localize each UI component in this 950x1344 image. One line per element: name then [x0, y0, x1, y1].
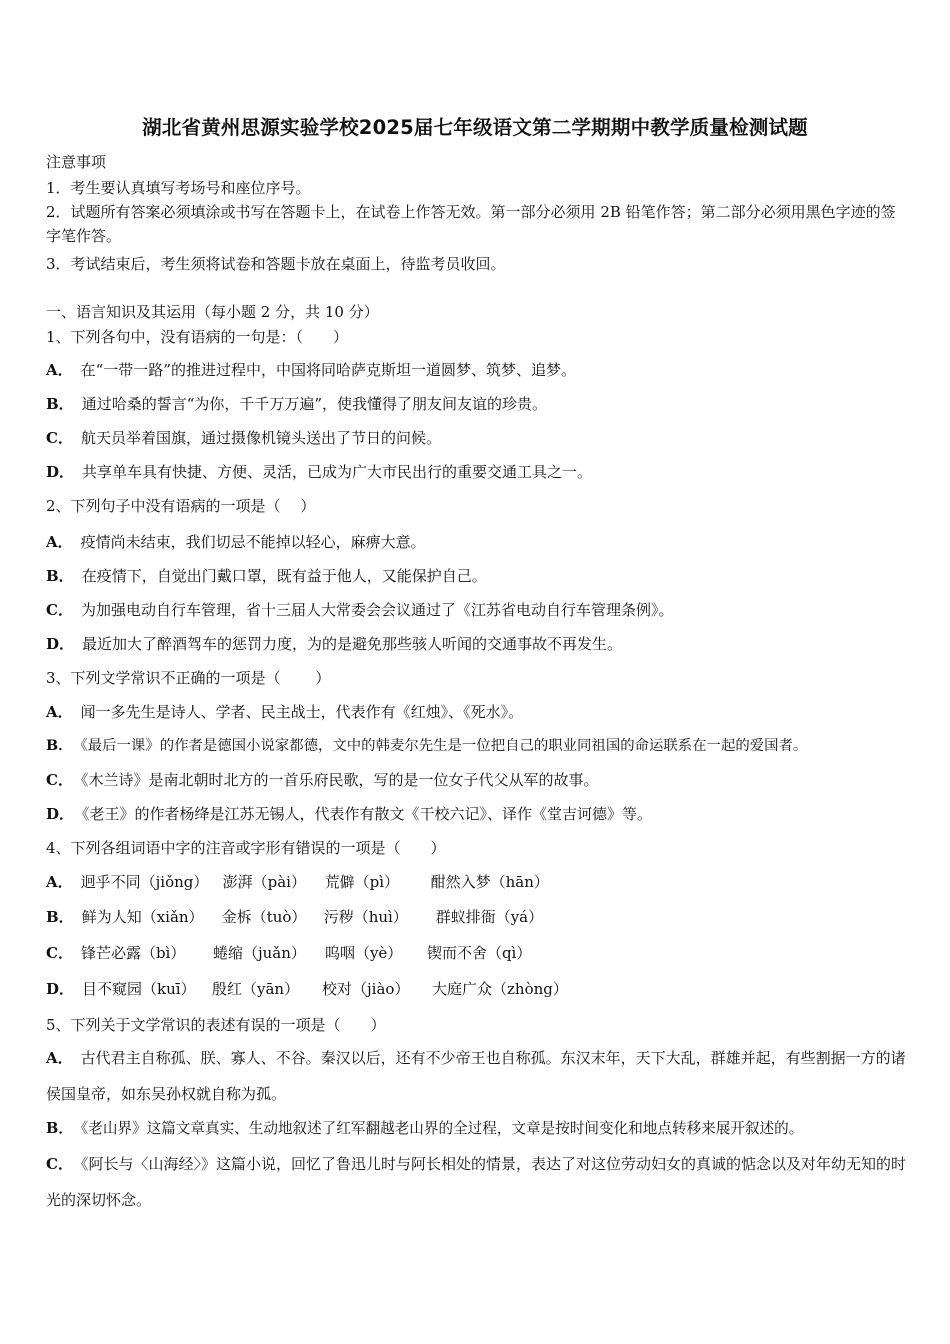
q2-option-b [46, 566, 487, 586]
q3-option-b [46, 736, 807, 756]
word-with-pinyin: 大庭广众（zhòng） [432, 980, 568, 998]
question-5-stem: 5、下列关于文学常识的表述有误的一项是（ ） [46, 1016, 386, 1034]
word-with-pinyin: 目不窥园（kuī） [82, 980, 196, 998]
word-with-pinyin: 呜咽（yè） [324, 944, 403, 962]
exam-title: 湖北省黄州思源实验学校2025届七年级语文第二学期期中教学质量检测试题 [142, 116, 808, 139]
option-text: 《老山界》这篇文章真实、生动地叙述了红军翻越老山界的全过程，文章是按时间变化和地点转移来展开叙述的。 [80, 1120, 804, 1137]
word-with-pinyin: 澎湃（pài） [222, 873, 306, 891]
option-letter: D． [46, 463, 75, 481]
notice-item-1: 1．考生要认真填写考场号和座位序号。 [46, 179, 311, 197]
option-letter: A． [46, 533, 73, 551]
option-letter: D． [46, 805, 75, 823]
q1-option-d [46, 462, 592, 482]
notice-heading: 注意事项 [46, 153, 107, 171]
q5-option-c [46, 1146, 908, 1218]
word-with-pinyin: 鲜为人知（xiǎn） [81, 908, 204, 926]
q2-option-d [46, 634, 622, 654]
q2-option-a [46, 532, 426, 552]
option-letter: C． [46, 601, 73, 619]
option-letter: B． [46, 567, 74, 585]
option-letter: C． [46, 944, 73, 962]
word-with-pinyin: 金柝（tuò） [221, 908, 307, 926]
word-with-pinyin: 污秽（huì） [323, 908, 408, 926]
q5-option-a [46, 1040, 908, 1112]
option-letter: B． [46, 395, 74, 413]
q1-option-c [46, 428, 441, 448]
option-letter: A． [46, 873, 73, 891]
notice-item-3: 3．考试结束后，考生须将试卷和答题卡放在桌面上，待监考员收回。 [46, 255, 506, 273]
word-with-pinyin: 殷红（yān） [212, 980, 300, 998]
q4-option-a [46, 872, 549, 892]
q1-option-a [46, 360, 576, 380]
option-text: 在疫情下，自觉出门戴口罩，既有益于他人，又能保护自己。 [81, 567, 487, 585]
q4-option-b [46, 907, 543, 927]
q1-option-b [46, 394, 547, 414]
option-text: 疫情尚未结束，我们切忌不能掉以轻心，麻痹大意。 [80, 533, 426, 551]
q5-option-b [46, 1119, 803, 1139]
option-letter: B． [46, 1120, 73, 1137]
option-letter: A． [46, 703, 73, 721]
question-4-stem: 4、下列各组词语中字的注音或字形有错误的一项是（ ） [46, 839, 446, 857]
option-text: 通过哈桑的誓言“为你，千千万万遍”，使我懂得了朋友间友谊的珍贵。 [81, 395, 548, 413]
word-with-pinyin: 蜷缩（juǎn） [212, 944, 306, 962]
question-3-stem: 3、下列文学常识不正确的一项是（ ） [46, 669, 331, 687]
q2-option-c [46, 600, 673, 620]
option-letter: D． [46, 980, 75, 998]
word-with-pinyin: 锲而不舍（qì） [426, 944, 532, 962]
option-text: 共享单车具有快捷、方便、灵活，已成为广大市民出行的重要交通工具之一。 [82, 463, 593, 481]
option-text: 《最后一课》的作者是德国小说家都德，文中的韩麦尔先生是一位把自己的职业同祖国的命运联系在一起的爱国者。 [80, 738, 808, 754]
option-letter: C． [46, 1155, 73, 1173]
option-text: 为加强电动自行车管理，省十三届人大常委会会议通过了《江苏省电动自行车管理条例》。 [80, 601, 674, 619]
word-with-pinyin: 迥乎不同（jiǒng） [80, 873, 209, 891]
option-letter: A． [46, 361, 73, 379]
option-text: 古代君主自称孤、朕、寡人、不谷。秦汉以后，还有不少帝王也自称孤。东汉末年，天下大乱，群雄并起，有些割据一方的诸侯国皇帝，如东吴孙权就自称为孤。 [46, 1049, 906, 1103]
option-text: 《阿长与〈山海经〉》这篇小说，回忆了鲁迅儿时与阿长相处的情景，表达了对这位劳动妇女的真诚的惦念以及对年幼无知的时光的深切怀念。 [46, 1155, 906, 1209]
notice-item-2: 2．试题所有答案必须填涂或书写在答题卡上，在试卷上作答无效。第一部分必须用 2B 铅笔作答；第二部分必须用黑色字迹的签字笔作答。 [46, 203, 896, 245]
section-heading: 一、语言知识及其运用（每小题 2 分，共 10 分） [46, 303, 379, 321]
option-letter: B． [46, 908, 74, 926]
q4-option-c [46, 943, 531, 963]
option-letter: B． [46, 737, 73, 754]
word-with-pinyin: 校对（jiào） [322, 980, 410, 998]
option-letter: C． [46, 771, 73, 789]
option-text: 最近加大了醉酒驾车的惩罚力度，为的是避免那些骇人听闻的交通事故不再发生。 [82, 635, 623, 653]
q3-option-d [46, 804, 652, 824]
question-1-stem: 1、下列各句中，没有语病的一句是：（ ） [46, 328, 349, 346]
option-text: 《木兰诗》是南北朝时北方的一首乐府民歌，写的是一位女子代父从军的故事。 [80, 771, 599, 789]
option-text: 航天员举着国旗，通过摄像机镜头送出了节日的问候。 [80, 429, 441, 447]
word-with-pinyin: 荒僻（pì） [324, 873, 400, 891]
word-with-pinyin: 锋芒必露（bì） [80, 944, 186, 962]
option-text: 《老王》的作者杨绛是江苏无锡人，代表作有散文《干校六记》、译作《堂吉诃德》等。 [82, 805, 653, 823]
q3-option-a [46, 702, 523, 722]
option-text: 在“一带一路”的推进过程中，中国将同哈萨克斯坦一道圆梦、筑梦、追梦。 [80, 361, 576, 379]
option-letter: D． [46, 635, 75, 653]
word-with-pinyin: 酣然入梦（hān） [430, 873, 549, 891]
word-with-pinyin: 群蚁排衙（yá） [435, 908, 544, 926]
question-2-stem: 2、下列句子中没有语病的一项是（ ） [46, 497, 316, 515]
option-letter: A． [46, 1049, 73, 1067]
option-text: 闻一多先生是诗人、学者、民主战士，代表作有《红烛》、《死水》。 [80, 703, 524, 721]
q3-option-c [46, 770, 598, 790]
option-letter: C． [46, 429, 73, 447]
q4-option-d [46, 979, 568, 999]
